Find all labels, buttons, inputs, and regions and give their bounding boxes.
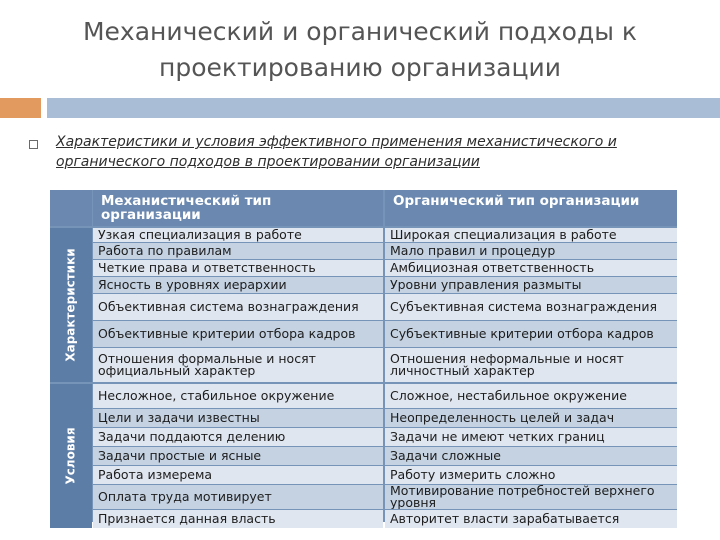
table-cell-mechanistic: Ясность в уровнях иерархии	[93, 277, 383, 293]
slide-subtitle: Характеристики и условия эффективного применения механистического и органического подходов в проектировании организации	[56, 134, 617, 170]
table-cell-organic: Задачи не имеют четких границ	[385, 428, 677, 446]
table-cell-organic: Уровни управления размыты	[385, 277, 677, 293]
title-underline-bar	[47, 98, 720, 118]
table-cell-mechanistic: Работа измерема	[93, 466, 383, 484]
table-cell-mechanistic: Отношения формальные и носят официальный характер	[93, 348, 383, 382]
table-cell-mechanistic: Несложное, стабильное окружение	[93, 384, 383, 408]
header-mechanistic: Механистический тип организации	[93, 190, 383, 226]
row-group-label-text: Характеристики	[64, 248, 78, 362]
table-cell-mechanistic: Задачи простые и ясные	[93, 447, 383, 465]
table-cell-mechanistic: Признается данная власть	[93, 510, 383, 528]
table-cell-organic: Широкая специализация в работе	[385, 228, 677, 242]
row-group-label-text: Условия	[64, 427, 79, 485]
table-cell-mechanistic: Объективная система вознаграждения	[93, 294, 383, 320]
table-cell-organic: Субъективные критерии отбора кадров	[385, 321, 677, 347]
table-cell-mechanistic: Четкие права и ответственность	[93, 260, 383, 276]
table-cell-organic: Субъективная система вознаграждения	[385, 294, 677, 320]
table-cell-organic: Мотивирование потребностей верхнего уровня	[385, 485, 677, 509]
table-cell-organic: Сложное, нестабильное окружение	[385, 384, 677, 408]
table-cell-mechanistic: Оплата труда мотивирует	[93, 485, 383, 509]
row-group-label	[50, 384, 92, 528]
table-cell-mechanistic: Работа по правилам	[93, 243, 383, 259]
table-cell-organic: Мало правил и процедур	[385, 243, 677, 259]
comparison-table	[50, 190, 677, 526]
table-cell-mechanistic: Узкая специализация в работе	[93, 228, 383, 242]
table-cell-mechanistic: Объективные критерии отбора кадров	[93, 321, 383, 347]
slide-title: Механический и органический подходы к проектированию организации	[82, 17, 638, 82]
table-cell-organic: Работу измерить сложно	[385, 466, 677, 484]
table-cell-organic: Амбициозная ответственность	[385, 260, 677, 276]
table-cell-mechanistic: Цели и задачи известны	[93, 409, 383, 427]
table-corner	[50, 190, 92, 226]
table-cell-organic: Авторитет власти зарабатывается	[385, 510, 677, 528]
square-bullet-icon	[29, 140, 38, 149]
table-cell-organic: Неопределенность целей и задач	[385, 409, 677, 427]
row-group-label	[50, 228, 92, 382]
header-organic: Органический тип организации	[385, 190, 677, 226]
table-cell-mechanistic: Задачи поддаются делению	[93, 428, 383, 446]
accent-bar	[0, 98, 41, 118]
table-cell-organic: Задачи сложные	[385, 447, 677, 465]
table-cell-organic: Отношения неформальные и носят личностный характер	[385, 348, 677, 382]
